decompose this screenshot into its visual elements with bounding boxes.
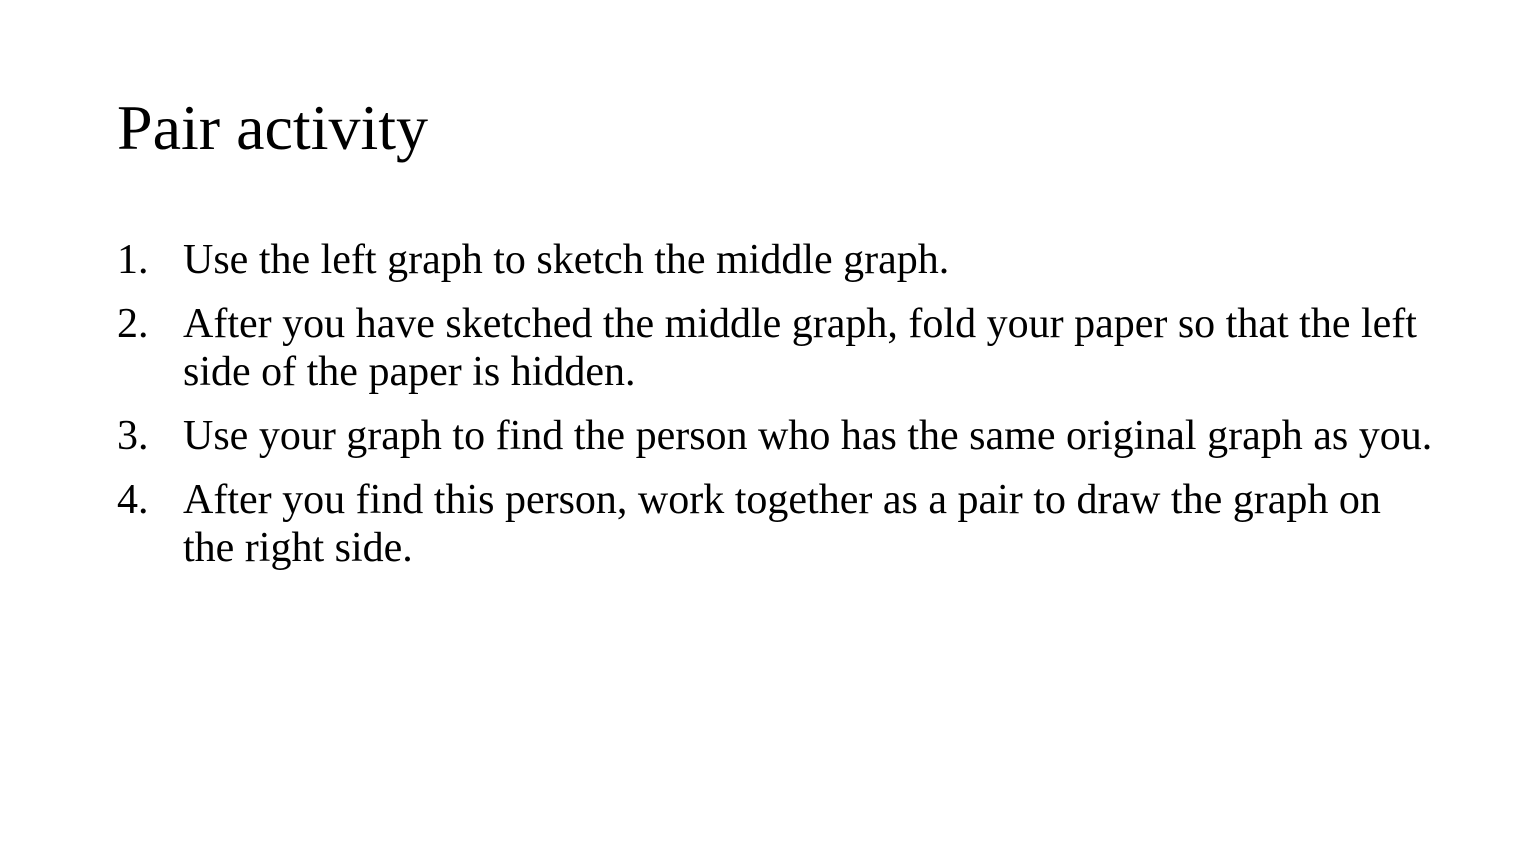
step-text: After you find this person, work together as a pair to draw the graph on the right side. (183, 477, 1381, 571)
slide-title: Pair activity (117, 92, 429, 163)
step-number: 1. (117, 237, 149, 283)
step-text: Use the left graph to sketch the middle graph. (183, 237, 950, 283)
step-number: 2. (117, 301, 149, 347)
step-number: 3. (117, 413, 149, 459)
list-item (117, 476, 1437, 572)
instruction-list (117, 236, 1437, 588)
step-text: Use your graph to find the person who has the same original graph as you. (183, 413, 1433, 459)
list-item (117, 300, 1437, 396)
list-item (117, 236, 1437, 284)
list-item (117, 412, 1437, 460)
step-number: 4. (117, 477, 149, 523)
step-text: After you have sketched the middle graph, fold your paper so that the left side of the paper is hidden. (183, 301, 1417, 395)
